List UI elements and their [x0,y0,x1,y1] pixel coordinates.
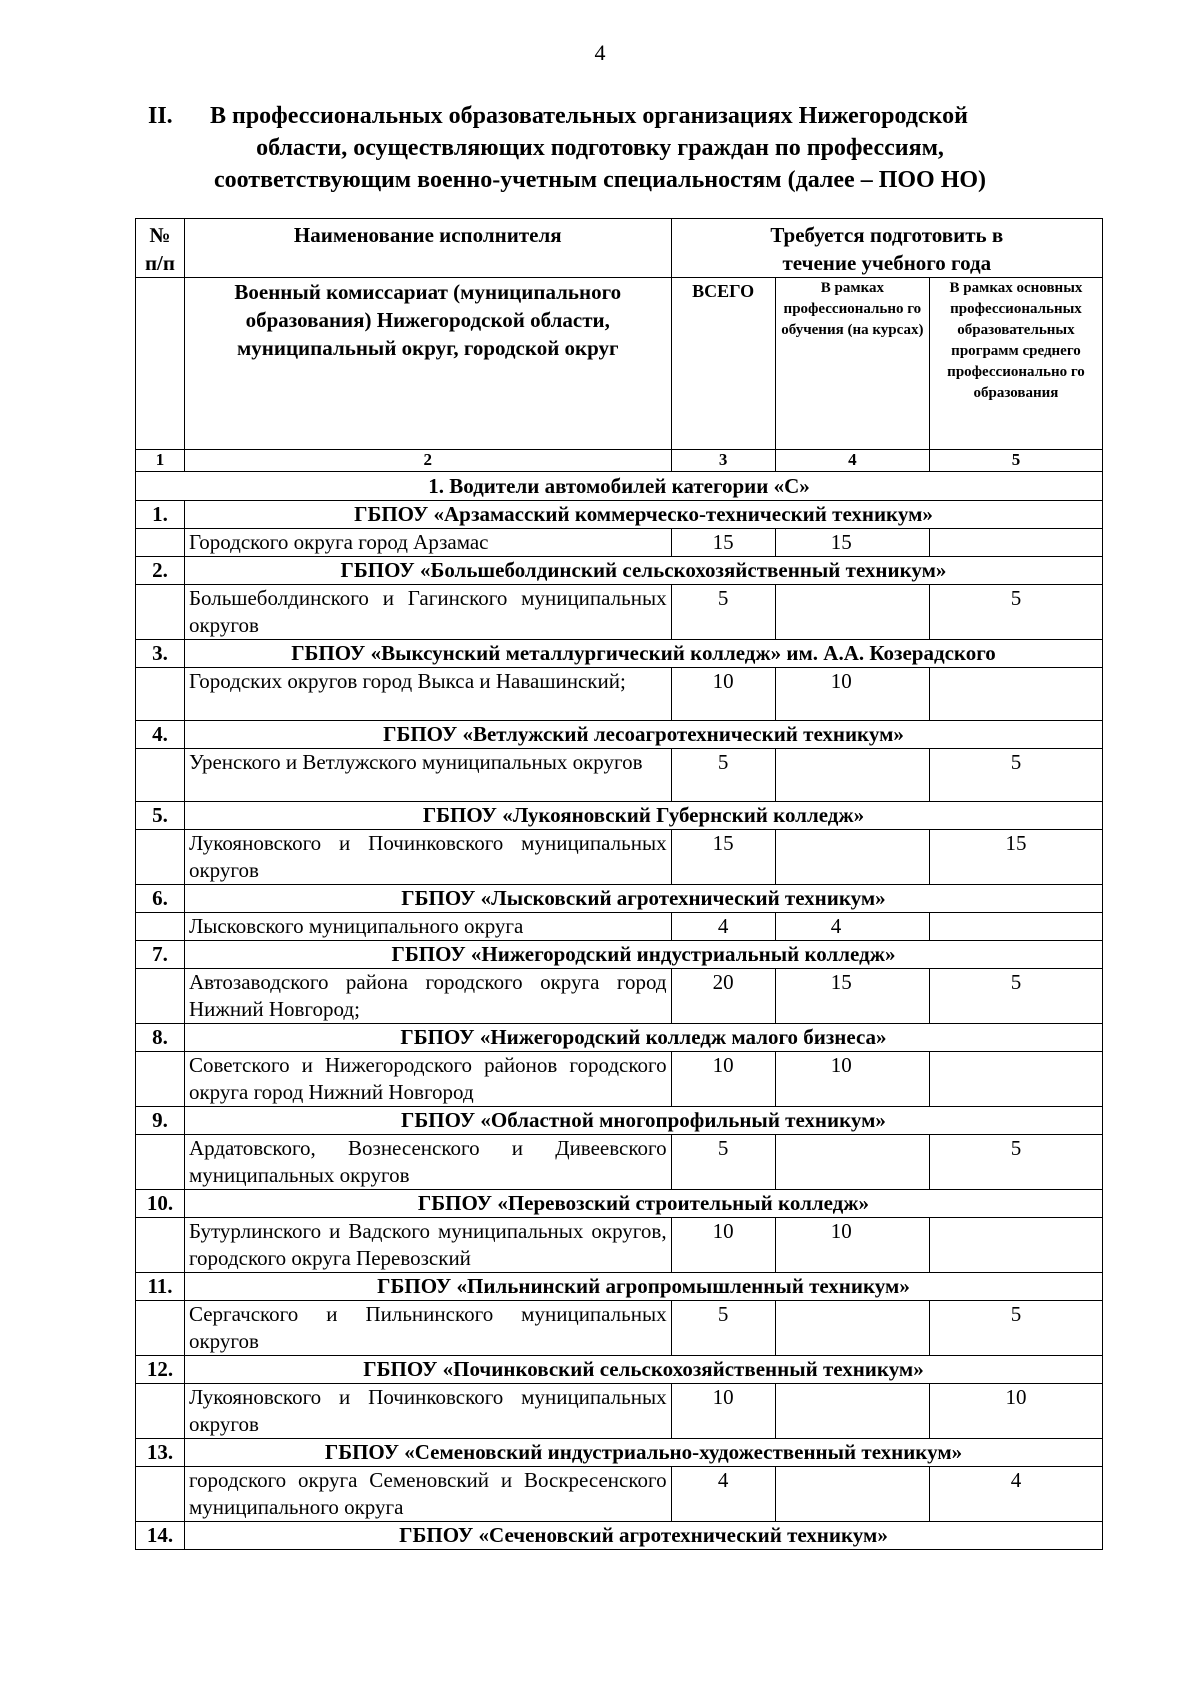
row-number: 5. [136,802,185,830]
district-description: Городского округа город Арзамас [184,529,671,557]
total-value: 15 [671,529,775,557]
courses-value [775,830,929,885]
total-value: 5 [671,1301,775,1356]
courses-value [775,1467,929,1522]
section-roman-numeral: II. [148,103,173,129]
courses-value [775,1301,929,1356]
district-description: Бутурлинского и Вадского муниципальных округов, городского округа Перевозский [184,1218,671,1273]
heading-line-3: соответствующим военно-учетным специальностям (далее – ПОО НО) [213,167,987,193]
row-number: 14. [136,1522,185,1550]
header-commissariat: Военный комиссариат (муниципального образования) Нижегородской области, муниципальный округ, городской округ [184,278,671,450]
section-heading [140,100,1060,196]
row-number-empty [136,749,185,802]
spo-value: 15 [929,830,1102,885]
column-number-4: 4 [775,450,929,472]
district-description: Автозаводского района городского округа город Нижний Новгород; [184,969,671,1024]
column-number-2: 2 [184,450,671,472]
organization-name: ГБПОУ «Нижегородский индустриальный колледж» [184,941,1102,969]
row-number-empty [136,1218,185,1273]
district-description: Советского и Нижегородского районов городского округа город Нижний Новгород [184,1052,671,1107]
organization-name: ГБПОУ «Арзамасский коммерческо-технический техникум» [184,501,1102,529]
training-plan-table [135,218,1103,1550]
district-description: Сергачского и Пильнинского муниципальных округов [184,1301,671,1356]
header-number: № п/п [136,219,185,278]
header-spo: В рамках основных профессиональных образовательных программ среднего профессионально го образования [929,278,1102,450]
row-number-empty [136,1135,185,1190]
spo-value: 5 [929,969,1102,1024]
column-number-5: 5 [929,450,1102,472]
organization-name: ГБПОУ «Семеновский индустриально-художественный техникум» [184,1439,1102,1467]
district-description: Лукояновского и Починковского муниципальных округов [184,830,671,885]
spo-value: 5 [929,1301,1102,1356]
total-value: 4 [671,913,775,941]
spo-value [929,913,1102,941]
district-description: Лысковского муниципального округа [184,913,671,941]
district-description: городского округа Семеновский и Воскресенского муниципального округа [184,1467,671,1522]
row-number: 11. [136,1273,185,1301]
courses-value [775,1384,929,1439]
total-value: 5 [671,749,775,802]
district-description: Лукояновского и Починковского муниципальных округов [184,1384,671,1439]
column-number-3: 3 [671,450,775,472]
header-courses: В рамках профессионально го обучения (на курсах) [775,278,929,450]
total-value: 20 [671,969,775,1024]
total-value: 5 [671,585,775,640]
courses-value [775,1135,929,1190]
section-title: 1. Водители автомобилей категории «С» [136,472,1103,501]
row-number: 13. [136,1439,185,1467]
row-number: 2. [136,557,185,585]
organization-name: ГБПОУ «Пильнинский агропромышленный техникум» [184,1273,1102,1301]
organization-name: ГБПОУ «Перевозский строительный колледж» [184,1190,1102,1218]
row-number-empty [136,529,185,557]
row-number-empty [136,1384,185,1439]
spo-value: 10 [929,1384,1102,1439]
row-number: 8. [136,1024,185,1052]
row-number: 4. [136,721,185,749]
total-value: 10 [671,668,775,721]
row-number: 3. [136,640,185,668]
organization-name: ГБПОУ «Нижегородский колледж малого бизнеса» [184,1024,1102,1052]
row-number-empty [136,969,185,1024]
district-description: Большеболдинского и Гагинского муниципальных округов [184,585,671,640]
row-number: 9. [136,1107,185,1135]
spo-value [929,668,1102,721]
total-value: 10 [671,1052,775,1107]
spo-value: 5 [929,1135,1102,1190]
organization-name: ГБПОУ «Выксунский металлургический колледж» им. А.А. Козерадского [184,640,1102,668]
row-number-empty [136,830,185,885]
organization-name: ГБПОУ «Лукояновский Губернский колледж» [184,802,1102,830]
organization-name: ГБПОУ «Сеченовский агротехнический техникум» [184,1522,1102,1550]
row-number-empty [136,1301,185,1356]
spo-value: 4 [929,1467,1102,1522]
total-value: 15 [671,830,775,885]
spo-value: 5 [929,585,1102,640]
row-number: 10. [136,1190,185,1218]
courses-value: 4 [775,913,929,941]
row-number: 12. [136,1356,185,1384]
header-empty [136,278,185,450]
organization-name: ГБПОУ «Ветлужский лесоагротехнический техникум» [184,721,1102,749]
row-number-empty [136,1052,185,1107]
courses-value: 15 [775,969,929,1024]
total-value: 4 [671,1467,775,1522]
courses-value: 10 [775,1052,929,1107]
courses-value: 10 [775,668,929,721]
district-description: Ардатовского, Вознесенского и Дивеевского муниципальных округов [184,1135,671,1190]
courses-value: 15 [775,529,929,557]
header-executor: Наименование исполнителя [184,219,671,278]
header-required: Требуется подготовить в течение учебного года [671,219,1102,278]
spo-value [929,529,1102,557]
total-value: 10 [671,1218,775,1273]
row-number-empty [136,1467,185,1522]
spo-value [929,1218,1102,1273]
spo-value: 5 [929,749,1102,802]
organization-name: ГБПОУ «Областной многопрофильный техникум» [184,1107,1102,1135]
total-value: 5 [671,1135,775,1190]
organization-name: ГБПОУ «Большеболдинский сельскохозяйственный техникум» [184,557,1102,585]
row-number-empty [136,668,185,721]
heading-line-2: области, осуществляющих подготовку граждан по профессиям, [256,135,944,161]
organization-name: ГБПОУ «Лысковский агротехнический техникум» [184,885,1102,913]
spo-value [929,1052,1102,1107]
courses-value [775,749,929,802]
organization-name: ГБПОУ «Починковский сельскохозяйственный техникум» [184,1356,1102,1384]
district-description: Уренского и Ветлужского муниципальных округов [184,749,671,802]
district-description: Городских округов город Выкса и Навашинский; [184,668,671,721]
header-total: ВСЕГО [671,278,775,450]
column-number-1: 1 [136,450,185,472]
row-number: 6. [136,885,185,913]
row-number: 7. [136,941,185,969]
row-number-empty [136,913,185,941]
courses-value: 10 [775,1218,929,1273]
row-number: 1. [136,501,185,529]
courses-value [775,585,929,640]
total-value: 10 [671,1384,775,1439]
heading-line-1: В профессиональных образовательных организациях Нижегородской [210,103,968,129]
page-number: 4 [594,40,606,65]
row-number-empty [136,585,185,640]
